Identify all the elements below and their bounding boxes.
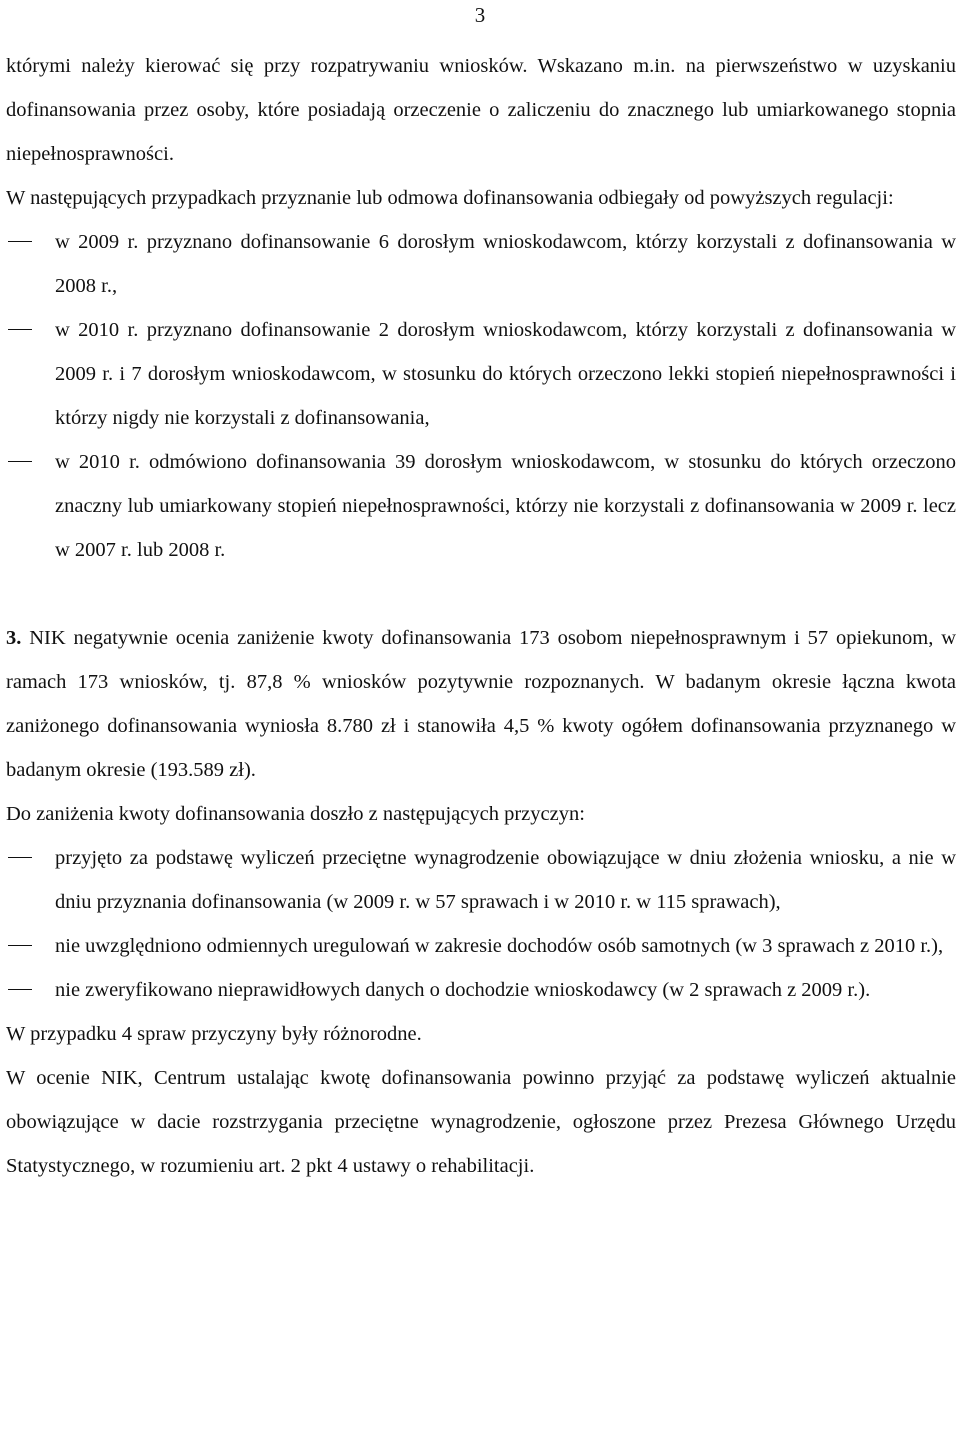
list-item-text: przyjęto za podstawę wyliczeń przeciętne wynagrodzenie obowiązujące w dniu złożenia wniosku, a nie w dniu przyznania dofinansowania (w 2009 r. w 57 sprawach i w 2010 r. w 115 sprawach), <box>55 847 956 913</box>
causes-list <box>6 836 956 1012</box>
list-item-text: w 2010 r. odmówiono dofinansowania 39 dorosłym wnioskodawcom, w stosunku do których orzeczono znaczny lub umiarkowany stopień niepełnosprawności, którzy nie korzystali z dofinansowania w 2009 r. lecz w 2007 r. lub 2008 r. <box>55 451 956 561</box>
list-item-text: w 2009 r. przyznano dofinansowanie 6 dorosłym wnioskodawcom, którzy korzystali z dofinansowania w 2008 r., <box>55 231 956 297</box>
closing-paragraph-2: W ocenie NIK, Centrum ustalając kwotę dofinansowania powinno przyjąć za podstawę wyliczeń aktualnie obowiązujące w dacie rozstrzygania przeciętne wynagrodzenie, ogłoszone przez Prezesa Głównego Urzędu Statystycznego, w rozumieniu art. 2 pkt 4 ustawy o rehabilitacji. <box>6 1067 956 1177</box>
dash-bullet-icon <box>8 241 32 242</box>
list-item <box>6 220 956 308</box>
dash-bullet-icon <box>8 329 32 330</box>
exceptions-list <box>6 220 956 572</box>
list-item <box>6 836 956 924</box>
section-3-text: NIK negatywnie ocenia zaniżenie kwoty dofinansowania 173 osobom niepełnosprawnym i 57 opiekunom, w ramach 173 wniosków, tj. 87,8 % wniosków pozytywnie rozpoznanych. W badanym okresie łączna kwota zaniżonego dofinansowania wyniosła 8.780 zł i stanowiła 4,5 % kwoty ogółem dofinansowania przyznanego w badanym okresie (193.589 zł). <box>6 627 956 781</box>
section-spacer <box>6 572 956 616</box>
intro-paragraph-2: W następujących przypadkach przyznanie lub odmowa dofinansowania odbiegały od powyższych regulacji: <box>6 187 894 209</box>
list-item-text: w 2010 r. przyznano dofinansowanie 2 dorosłym wnioskodawcom, którzy korzystali z dofinansowania w 2009 r. i 7 dorosłym wnioskodawcom, w stosunku do których orzeczono lekki stopień niepełnosprawności i którzy nigdy nie korzystali z dofinansowania, <box>55 319 956 429</box>
document-body <box>6 44 956 1188</box>
dash-bullet-icon <box>8 989 32 990</box>
list-item <box>6 440 956 572</box>
list-item <box>6 968 956 1012</box>
dash-bullet-icon <box>8 461 32 462</box>
section-number: 3. <box>6 627 22 649</box>
list-item <box>6 924 956 968</box>
causes-intro: Do zaniżenia kwoty dofinansowania doszło z następujących przyczyn: <box>6 803 585 825</box>
intro-paragraph-1: którymi należy kierować się przy rozpatrywaniu wniosków. Wskazano m.in. na pierwszeństwo w uzyskaniu dofinansowania przez osoby, które posiadają orzeczenie o zaliczeniu do znacznego lub umiarkowanego stopnia niepełnosprawności. <box>6 55 956 165</box>
closing-paragraph-1: W przypadku 4 spraw przyczyny były różnorodne. <box>6 1023 422 1045</box>
dash-bullet-icon <box>8 945 32 946</box>
dash-bullet-icon <box>8 857 32 858</box>
list-item <box>6 308 956 440</box>
section-3-paragraph <box>6 616 956 792</box>
list-item-text: nie zweryfikowano nieprawidłowych danych o dochodzie wnioskodawcy (w 2 sprawach z 2009 r.). <box>55 979 871 1001</box>
list-item-text: nie uwzględniono odmiennych uregulowań w zakresie dochodów osób samotnych (w 3 sprawach z 2010 r.), <box>55 935 944 957</box>
page-number: 3 <box>474 3 486 27</box>
